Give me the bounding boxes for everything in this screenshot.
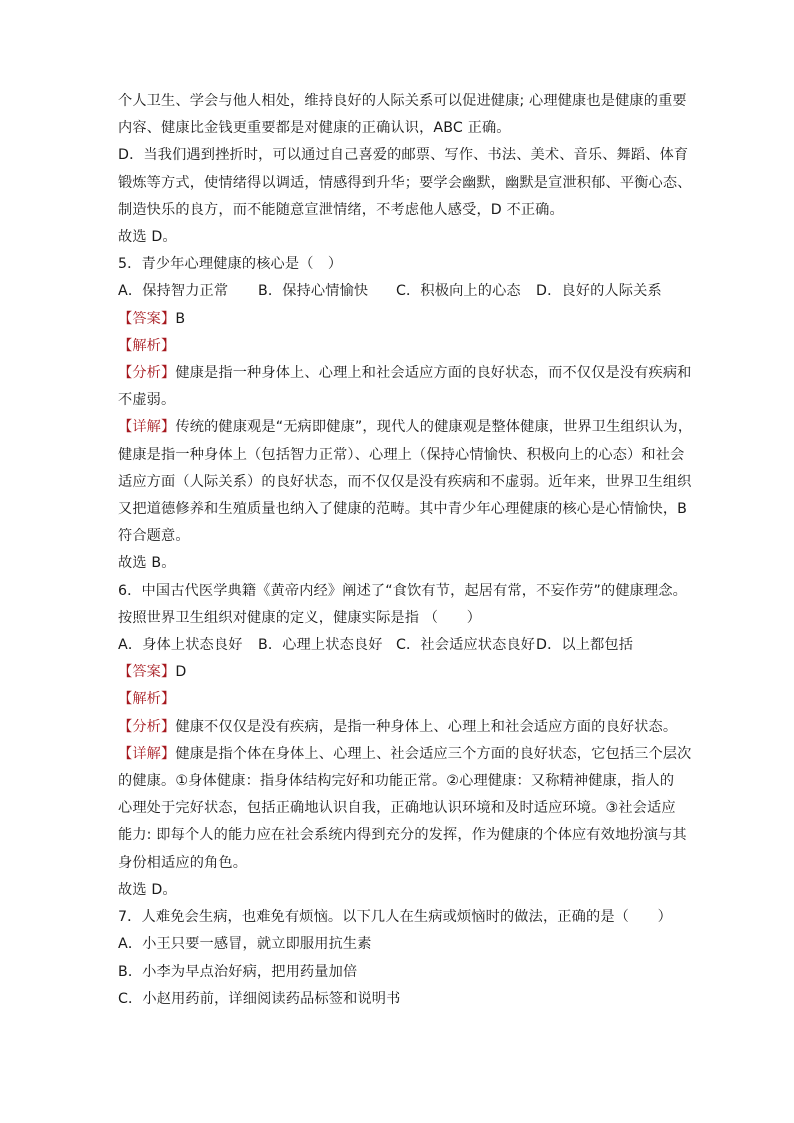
xiangjie-text: 健康是指个体在身体上、心理上、社会适应三个方面的良好状态，它包括三个层次 <box>175 745 692 762</box>
answer-label: 【答案】 <box>118 310 176 327</box>
paragraph-line: 不虚弱。 <box>118 392 176 409</box>
paragraph-line: 健康是指一种身体上（包括智力正常）、心理上（保持心情愉快、积极向上的心态）和社会 <box>118 446 685 463</box>
question-5-stem: 5．青少年心理健康的核心是（ ） <box>118 256 343 273</box>
answer-label: 【答案】 <box>118 664 176 681</box>
paragraph-line: 锻炼等方式，使情绪得以调适，情感得到升华；要学会幽默，幽默是宣泄积郁、平衡心态、 <box>118 174 692 191</box>
fenxi-label: 【分析】 <box>118 718 176 735</box>
paragraph-line: 心理处于完好状态，包括正确地认识自我，正确地认识环境和及时适应环境。③社会适应 <box>118 800 676 817</box>
paragraph-line: 制造快乐的良方，而不能随意宣泄情绪，不考虑他人感受，D 不正确。 <box>118 201 564 218</box>
conclusion-line: 故选 D。 <box>118 881 177 898</box>
question-6-stem: 6．中国古代医学典籍《黄帝内经》阐述了“食饮有节，起居有常，不妄作劳”的健康理念。 <box>118 582 688 599</box>
answer-line <box>118 659 682 686</box>
xiangjie-line <box>118 414 693 441</box>
conclusion-line: 故选 D。 <box>118 229 177 246</box>
xiangjie-label: 【详解】 <box>118 745 176 762</box>
option-a: A．小王只要一感冒，就立即服用抗生素 <box>118 936 372 953</box>
paragraph-line: 内容、健康比金钱更重要都是对健康的正确认识，ABC 正确。 <box>118 120 511 137</box>
option-b: B．心理上状态良好 <box>258 637 383 654</box>
answer-line <box>118 306 682 333</box>
option-b: B．保持心情愉快 <box>258 283 369 300</box>
question-6-stem-cont: 按照世界卫生组织对健康的定义，健康实际是指 （ ） <box>118 609 482 626</box>
option-a: A．身体上状态良好 <box>118 637 243 654</box>
answer-value: D <box>175 664 187 681</box>
fenxi-line <box>118 360 692 387</box>
option-c: C．小赵用药前，详细阅读药品标签和说明书 <box>118 990 401 1007</box>
analysis-label: 【解析】 <box>118 691 176 708</box>
paragraph-line: 身份相适应的角色。 <box>118 854 248 871</box>
option-b: B．小李为早点治好病，把用药量加倍 <box>118 963 358 980</box>
answer-value: B <box>175 310 186 327</box>
paragraph-line: 的健康。①身体健康：指身体结构完好和功能正常。②心理健康：又称精神健康，指人的 <box>118 773 675 790</box>
paragraph-line: 能力: 即每个人的能力应在社会系统内得到充分的发挥，作为健康的个体应有效地扮演与其 <box>118 827 687 844</box>
option-d: D．良好的人际关系 <box>536 283 662 300</box>
analysis-label: 【解析】 <box>118 337 176 354</box>
question-6-options <box>118 632 682 659</box>
paragraph-line: 适应方面（人际关系）的良好状态，而不仅仅是没有疾病和不虚弱。近年来，世界卫生组织 <box>118 473 692 490</box>
paragraph-line: D．当我们遇到挫折时，可以通过自己喜爱的邮票、写作、书法、美术、音乐、舞蹈、体育 <box>118 147 689 164</box>
option-c: C．积极向上的心态 <box>396 283 521 300</box>
option-c: C．社会适应状态良好 <box>396 637 536 654</box>
paragraph-line: 个人卫生、学会与他人相处，维持良好的人际关系可以促进健康; 心理健康也是健康的重要 <box>118 93 687 109</box>
paragraph-line: 符合题意。 <box>118 528 190 545</box>
question-5-options <box>118 278 682 305</box>
option-d: D．以上都包括 <box>536 637 634 654</box>
fenxi-label: 【分析】 <box>118 365 176 382</box>
option-a: A．保持智力正常 <box>118 283 229 300</box>
conclusion-line: 故选 B。 <box>118 555 176 572</box>
xiangjie-line <box>118 741 692 768</box>
xiangjie-label: 【详解】 <box>118 419 176 436</box>
question-7-stem: 7．人难免会生病，也难免有烦恼。以下几人在生病或烦恼时的做法，正确的是（ ） <box>118 909 673 926</box>
fenxi-text: 健康是指一种身体上、心理上和社会适应方面的良好状态，而不仅仅是没有疾病和 <box>175 365 692 382</box>
fenxi-text: 健康不仅仅是没有疾病，是指一种身体上、心理上和社会适应方面的良好状态。 <box>175 718 678 735</box>
fenxi-line <box>118 714 682 741</box>
paragraph-line: 又把道德修养和生殖质量也纳入了健康的范畴。其中青少年心理健康的核心是心情愉快，B <box>118 501 688 518</box>
xiangjie-text: 传统的健康观是“无病即健康”，现代人的健康观是整体健康，世界卫生组织认为， <box>175 419 693 436</box>
